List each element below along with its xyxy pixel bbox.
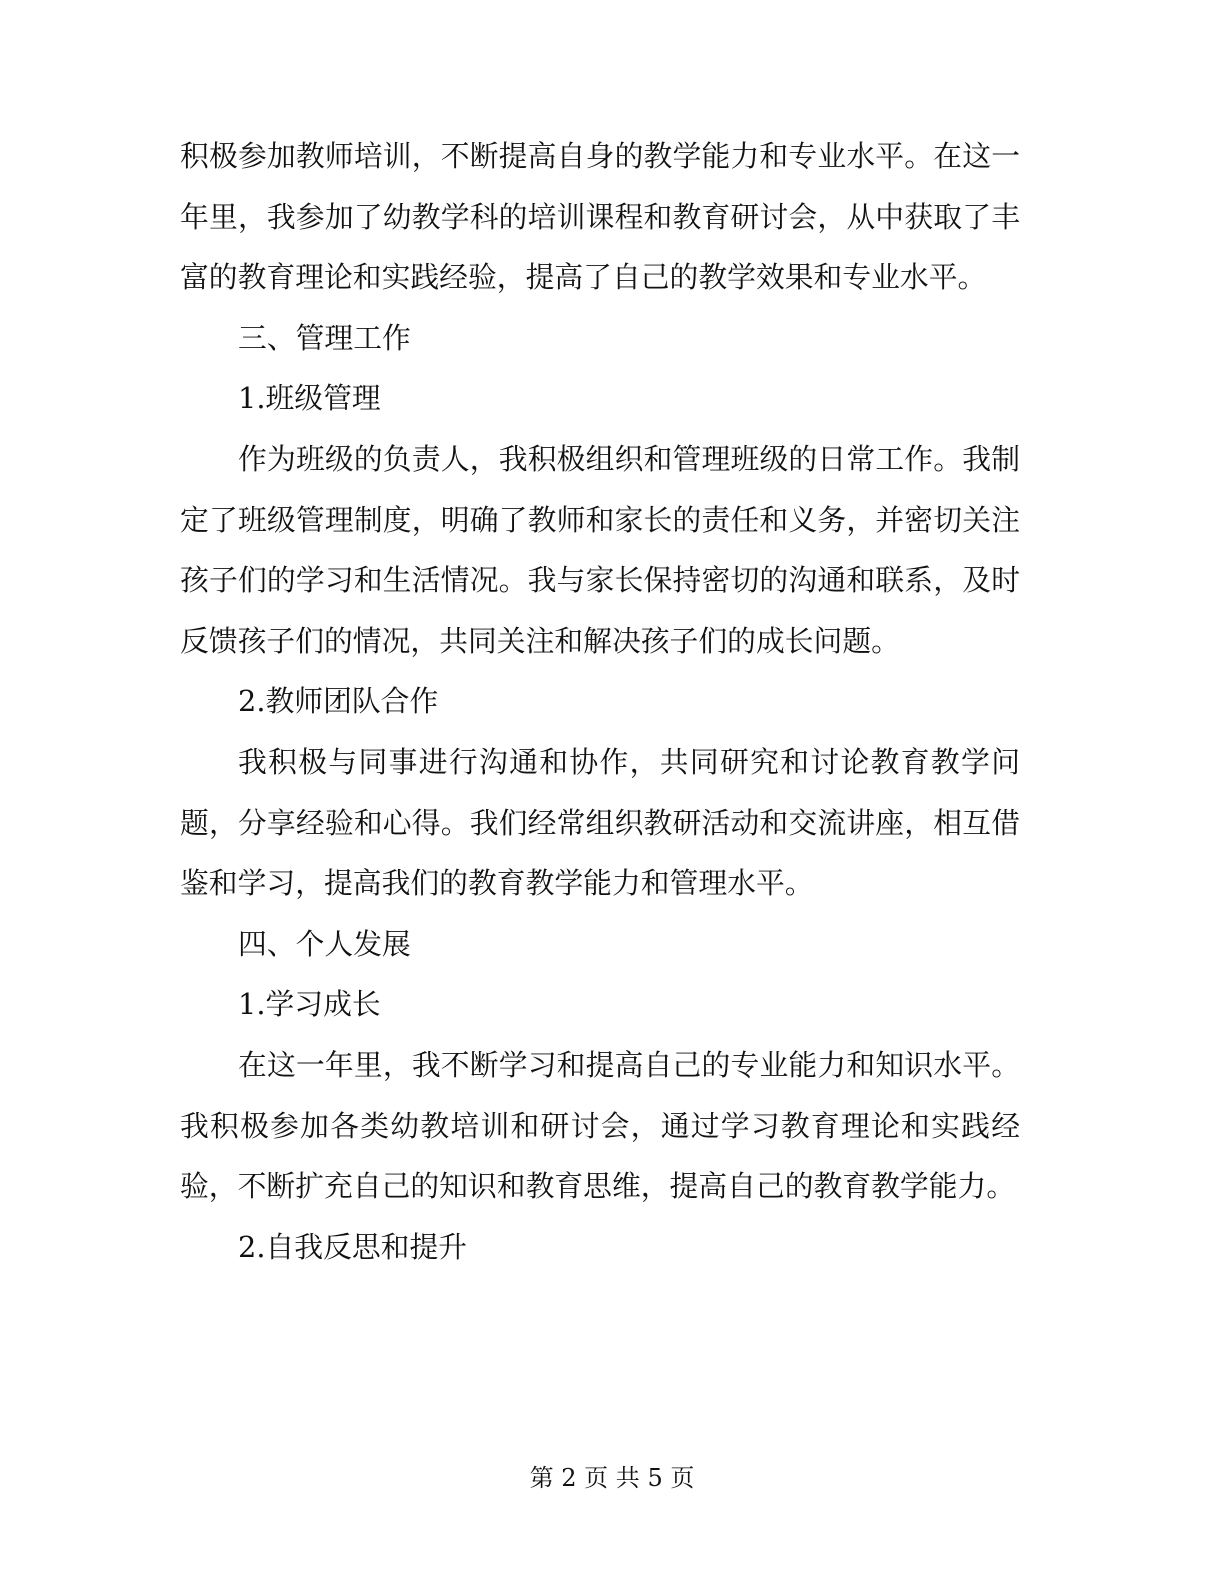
- section-heading-personal-development: 四、个人发展: [238, 926, 411, 961]
- paragraph-team-cooperation: 我积极与同事进行沟通和协作，共同研究和讨论教育教学问题，分享经验和心得。我们经常组织教研活动和交流讲座，相互借鉴和学习，提高我们的教育教学能力和管理水平。: [180, 744, 1020, 901]
- section-heading-management: 三、管理工作: [238, 320, 411, 355]
- subheading-learning-growth: 1.学习成长: [238, 987, 381, 1022]
- subheading-team-cooperation: 2.教师团队合作: [238, 684, 439, 719]
- paragraph-learning-growth: 在这一年里，我不断学习和提高自己的专业能力和知识水平。我积极参加各类幼教培训和研讨会，通过学习教育理论和实践经验，不断扩充自己的知识和教育思维，提高自己的教育教学能力。: [180, 1047, 1020, 1204]
- subheading-class-management: 1.班级管理: [238, 381, 381, 416]
- page-number: 第 2 页 共 5 页: [529, 1464, 695, 1492]
- document-body: [180, 126, 1020, 1277]
- paragraph-class-management: 作为班级的负责人，我积极组织和管理班级的日常工作。我制定了班级管理制度，明确了教师和家长的责任和义务，并密切关注孩子们的学习和生活情况。我与家长保持密切的沟通和联系，及时反馈孩子们的情况，共同关注和解决孩子们的成长问题。: [180, 441, 1020, 658]
- subheading-self-reflection: 2.自我反思和提升: [238, 1229, 468, 1264]
- paragraph-training-continued: 积极参加教师培训，不断提高自身的教学能力和专业水平。在这一年里，我参加了幼教学科的培训课程和教育研讨会，从中获取了丰富的教育理论和实践经验，提高了自己的教学效果和专业水平。: [180, 139, 1020, 295]
- page-footer: [0, 1462, 1224, 1494]
